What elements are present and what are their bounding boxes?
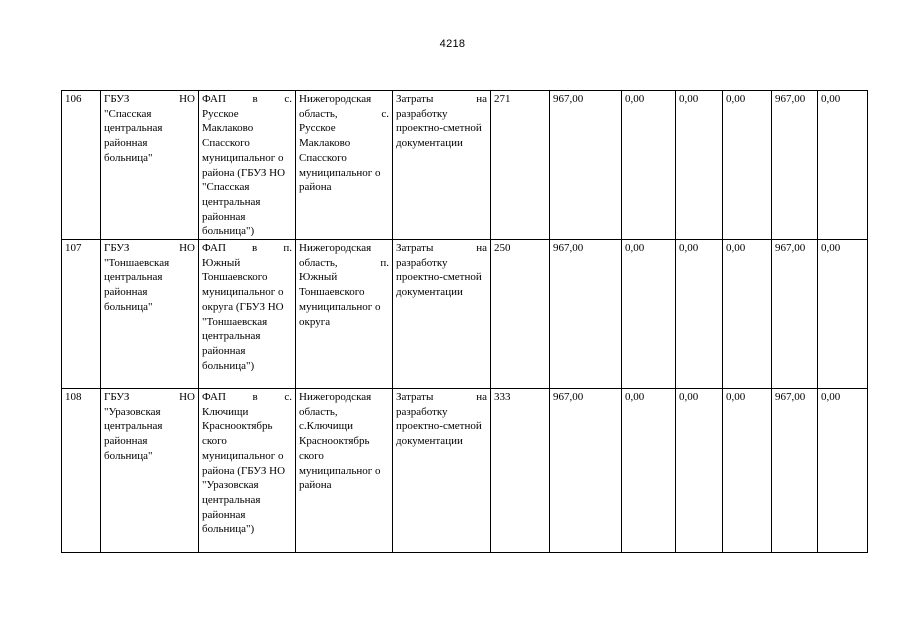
cell-address — [296, 91, 393, 240]
code-value: 250 — [494, 242, 511, 255]
value-3: 0,00 — [726, 242, 746, 255]
cell-value-2 — [676, 389, 723, 553]
address-text: Русское Маклаково Спасского муниципальног о района — [299, 122, 381, 194]
cell-fap — [199, 240, 296, 389]
address-line-1: Нижегородская — [299, 242, 372, 255]
table-body — [62, 91, 868, 553]
address-line-2: область, — [299, 405, 338, 418]
cell-value-5 — [818, 91, 868, 240]
cell-value-2 — [676, 91, 723, 240]
value-2: 0,00 — [679, 93, 699, 105]
cell-organization — [101, 389, 199, 553]
address-line-2: область, п. — [299, 256, 389, 269]
value-4: 967,00 — [775, 391, 806, 404]
cell-purpose — [393, 389, 491, 553]
cell-value-4 — [772, 240, 818, 389]
cell-organization — [101, 240, 199, 389]
fap-text: Русское Маклаково Спасского муниципальног о района (ГБУЗ НО "Спасская центральная районная больница") — [202, 107, 286, 238]
purpose-line: Затраты на — [396, 93, 487, 105]
code-value: 271 — [494, 93, 511, 105]
cell-value-1 — [622, 389, 676, 553]
row-number: 106 — [65, 93, 82, 105]
cell-value-4 — [772, 389, 818, 553]
purpose-text: разработку проектно-сметной документации — [396, 256, 482, 299]
address-line-1: Нижегородская — [299, 93, 372, 105]
value-1: 0,00 — [625, 242, 645, 255]
fap-line: ФАП в с. — [202, 93, 292, 105]
cell-value-2 — [676, 240, 723, 389]
cell-number — [62, 240, 101, 389]
cell-code — [491, 389, 550, 553]
fap-text: Ключищи Краснооктябрь ского муниципальног о района (ГБУЗ НО "Уразовская центральная районная больница") — [202, 405, 286, 536]
cell-value-3 — [723, 389, 772, 553]
value-4: 967,00 — [775, 242, 806, 255]
cell-total — [550, 240, 622, 389]
cell-value-1 — [622, 91, 676, 240]
fap-line: ФАП в с. — [202, 391, 292, 404]
cell-address — [296, 389, 393, 553]
cell-number — [62, 389, 101, 553]
total-value: 967,00 — [553, 242, 584, 255]
purpose-text: разработку проектно-сметной документации — [396, 107, 482, 150]
cell-value-1 — [622, 240, 676, 389]
total-value: 967,00 — [553, 391, 584, 404]
cell-code — [491, 91, 550, 240]
org-line: ГБУЗ НО — [104, 391, 195, 404]
purpose-line: Затраты на — [396, 242, 487, 255]
cell-number — [62, 91, 101, 240]
cell-value-4 — [772, 91, 818, 240]
cell-value-3 — [723, 240, 772, 389]
address-text: Южный Тоншаевского муниципальног о округа — [299, 271, 381, 328]
total-value: 967,00 — [553, 93, 584, 105]
value-4: 967,00 — [775, 93, 806, 105]
org-text: "Уразовская центральная районная больница" — [104, 405, 163, 462]
value-5: 0,00 — [821, 242, 841, 255]
purpose-text: разработку проектно-сметной документации — [396, 405, 482, 448]
cell-value-3 — [723, 91, 772, 240]
table-row — [62, 389, 868, 553]
address-text: с.Ключищи Краснооктябрь ского муниципальног о района — [299, 420, 381, 492]
cell-value-5 — [818, 389, 868, 553]
org-line: ГБУЗ НО — [104, 93, 195, 105]
value-2: 0,00 — [679, 242, 699, 255]
code-value: 333 — [494, 391, 511, 404]
cell-fap — [199, 91, 296, 240]
cell-purpose — [393, 240, 491, 389]
value-2: 0,00 — [679, 391, 699, 404]
org-text: "Тоншаевская центральная районная больница" — [104, 256, 170, 313]
cell-fap — [199, 389, 296, 553]
cell-code — [491, 240, 550, 389]
purpose-line: Затраты на — [396, 391, 487, 404]
cell-address — [296, 240, 393, 389]
fap-text: Южный Тоншаевского муниципальног о округа (ГБУЗ НО "Тоншаевская центральная районная больница") — [202, 256, 284, 372]
value-5: 0,00 — [821, 93, 841, 105]
row-number: 107 — [65, 242, 82, 255]
cell-purpose — [393, 91, 491, 240]
row-number: 108 — [65, 391, 82, 404]
table-row — [62, 91, 868, 240]
value-1: 0,00 — [625, 391, 645, 404]
cell-total — [550, 389, 622, 553]
page-number: 4218 — [439, 38, 466, 50]
address-line-2: область, с. — [299, 107, 389, 120]
org-line: ГБУЗ НО — [104, 242, 195, 255]
cell-organization — [101, 91, 199, 240]
data-table — [61, 90, 868, 553]
value-3: 0,00 — [726, 93, 746, 105]
value-3: 0,00 — [726, 391, 746, 404]
value-1: 0,00 — [625, 93, 645, 105]
fap-line: ФАП в п. — [202, 242, 292, 255]
value-5: 0,00 — [821, 391, 841, 404]
table-row — [62, 240, 868, 389]
org-text: "Спасская центральная районная больница" — [104, 107, 163, 164]
cell-total — [550, 91, 622, 240]
address-line-1: Нижегородская — [299, 391, 372, 404]
cell-value-5 — [818, 240, 868, 389]
